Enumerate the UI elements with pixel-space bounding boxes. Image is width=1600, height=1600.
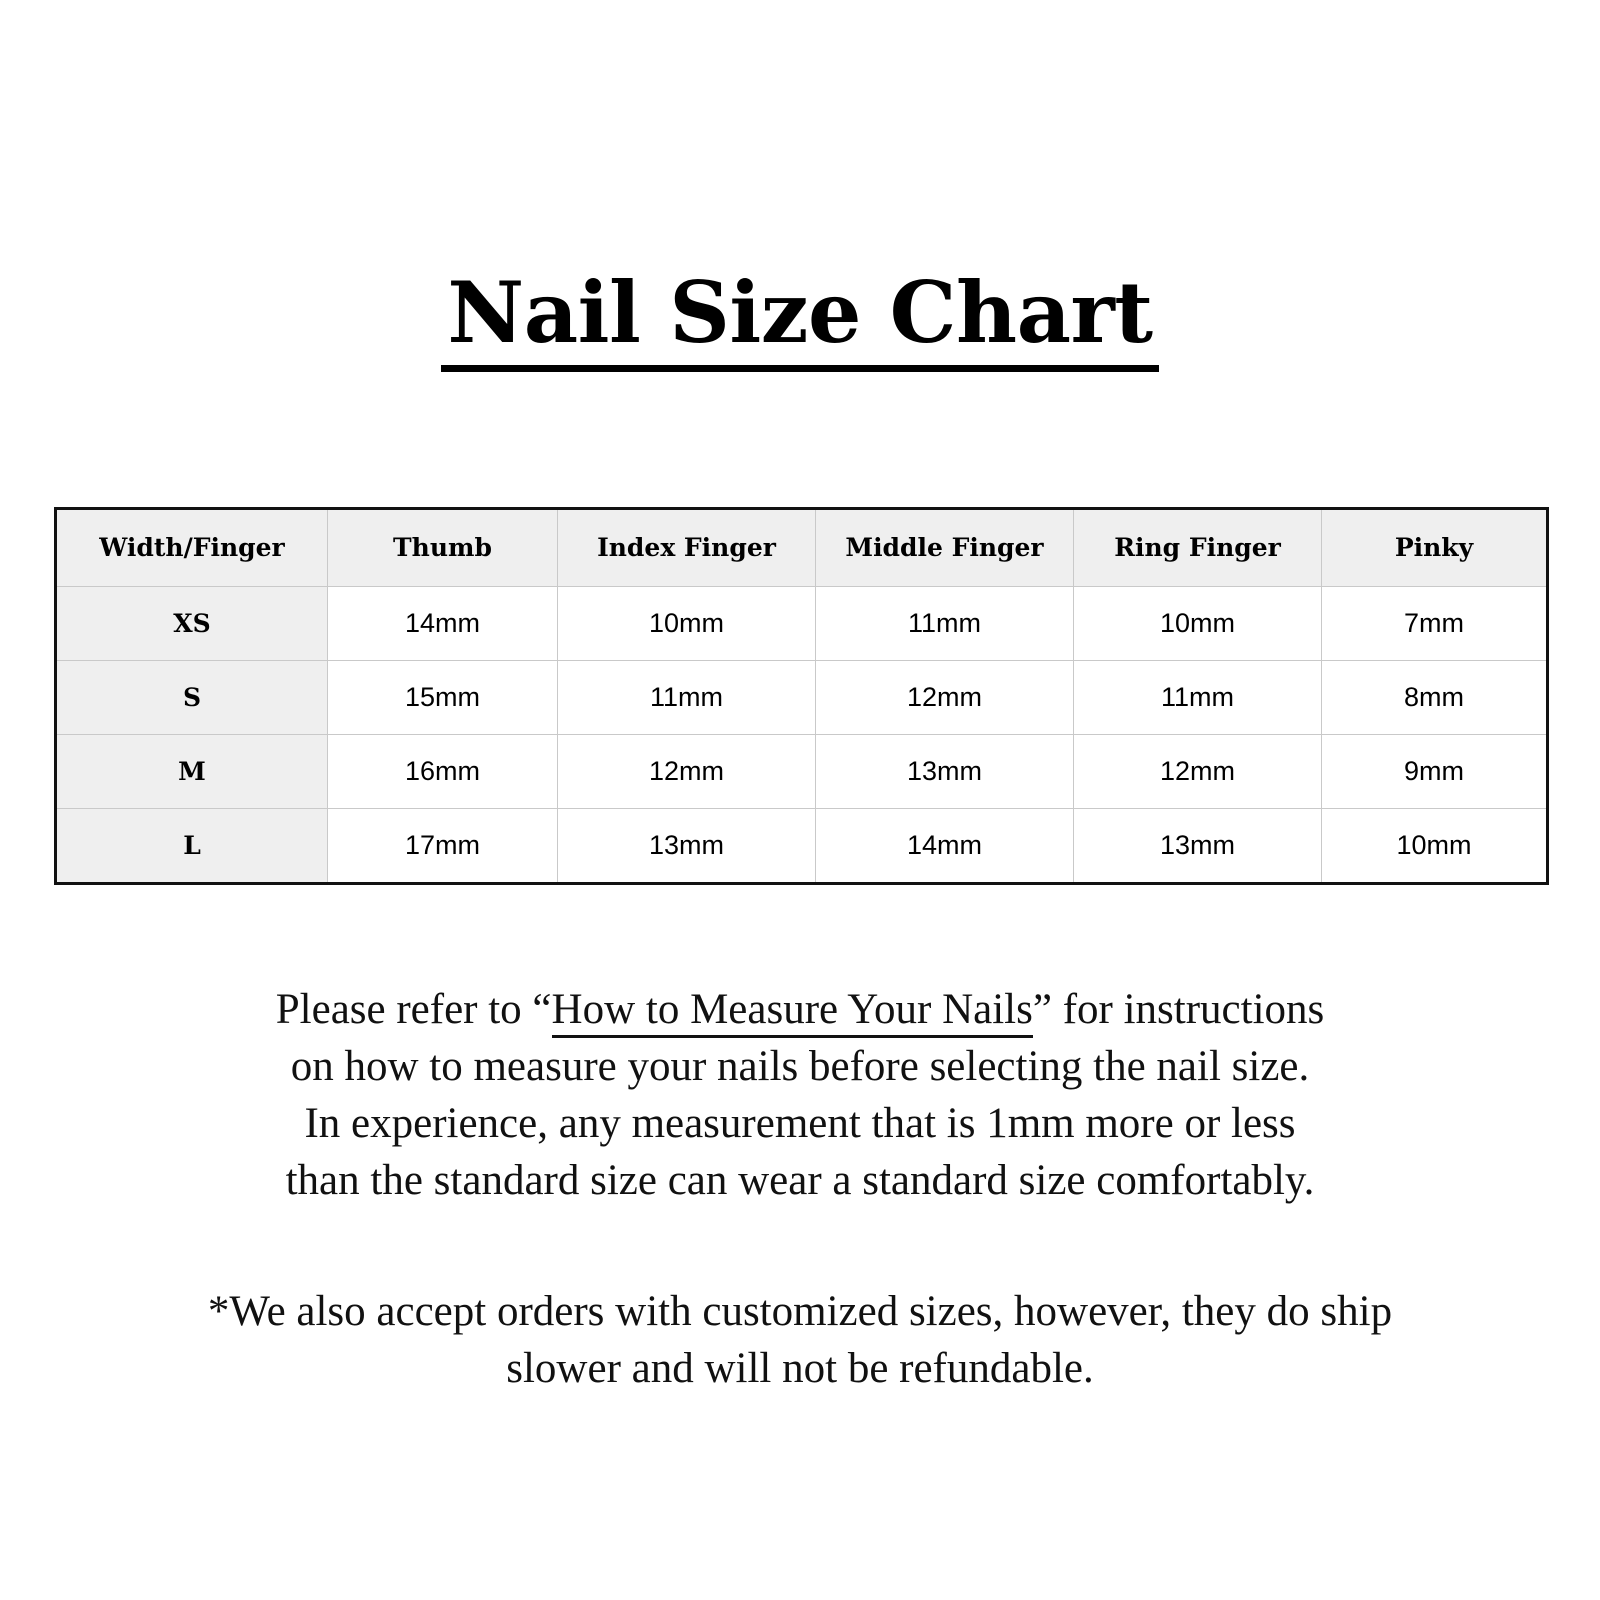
how-to-measure-link[interactable]: How to Measure Your Nails	[552, 986, 1033, 1038]
cell-xs-ring: 10mm	[1074, 586, 1322, 660]
cell-s-index: 11mm	[558, 660, 816, 734]
table-row	[56, 586, 1548, 660]
instructions-line-3: In experience, any measurement that is 1mm more or less	[304, 1099, 1296, 1147]
notes-spacer	[0, 1209, 1600, 1283]
custom-size-line-2: however, they do ship slower and will not be refundable.	[506, 1288, 1393, 1393]
row-label-s: S	[56, 660, 328, 734]
column-header-index-finger: Index Finger	[558, 508, 816, 586]
column-header-ring-finger: Ring Finger	[1074, 508, 1322, 586]
instructions-line-4: than the standard size can wear a standard size comfortably.	[285, 1157, 1315, 1205]
cell-s-pinky: 8mm	[1322, 660, 1548, 734]
cell-s-ring: 11mm	[1074, 660, 1322, 734]
instructions-line-1-suffix: ” for instructions	[1032, 985, 1325, 1033]
cell-m-index: 12mm	[558, 734, 816, 808]
instructions-line-1	[130, 981, 1470, 1038]
table-row	[56, 660, 1548, 734]
cell-s-thumb: 15mm	[328, 660, 558, 734]
cell-l-middle: 14mm	[816, 808, 1074, 883]
instructions-line-1-prefix: Please refer to “	[275, 985, 552, 1033]
nail-size-table	[54, 507, 1549, 885]
table-body	[56, 586, 1548, 883]
cell-l-ring: 13mm	[1074, 808, 1322, 883]
title-container	[0, 0, 1600, 429]
cell-l-index: 13mm	[558, 808, 816, 883]
page-title: Nail Size Chart	[441, 271, 1158, 372]
cell-m-thumb: 16mm	[328, 734, 558, 808]
column-header-middle-finger: Middle Finger	[816, 508, 1074, 586]
column-header-pinky: Pinky	[1322, 508, 1548, 586]
custom-size-line-1: *We also accept orders with customized sizes,	[207, 1288, 1004, 1336]
cell-m-pinky: 9mm	[1322, 734, 1548, 808]
cell-xs-thumb: 14mm	[328, 586, 558, 660]
row-label-m: M	[56, 734, 328, 808]
row-label-xs: XS	[56, 586, 328, 660]
column-header-thumb: Thumb	[328, 508, 558, 586]
instructions-line-2: on how to measure your nails before selecting the nail size.	[290, 1042, 1310, 1090]
size-table-container	[54, 507, 1546, 885]
cell-xs-middle: 11mm	[816, 586, 1074, 660]
cell-xs-pinky: 7mm	[1322, 586, 1548, 660]
cell-xs-index: 10mm	[558, 586, 816, 660]
cell-m-middle: 13mm	[816, 734, 1074, 808]
custom-size-note	[150, 1283, 1450, 1397]
table-header-row	[56, 508, 1548, 586]
cell-l-pinky: 10mm	[1322, 808, 1548, 883]
table-header	[56, 508, 1548, 586]
row-label-l: L	[56, 808, 328, 883]
table-row	[56, 734, 1548, 808]
cell-m-ring: 12mm	[1074, 734, 1322, 808]
column-header-width-finger: Width/Finger	[56, 508, 328, 586]
cell-s-middle: 12mm	[816, 660, 1074, 734]
instructions-note	[130, 981, 1470, 1210]
cell-l-thumb: 17mm	[328, 808, 558, 883]
table-row	[56, 808, 1548, 883]
